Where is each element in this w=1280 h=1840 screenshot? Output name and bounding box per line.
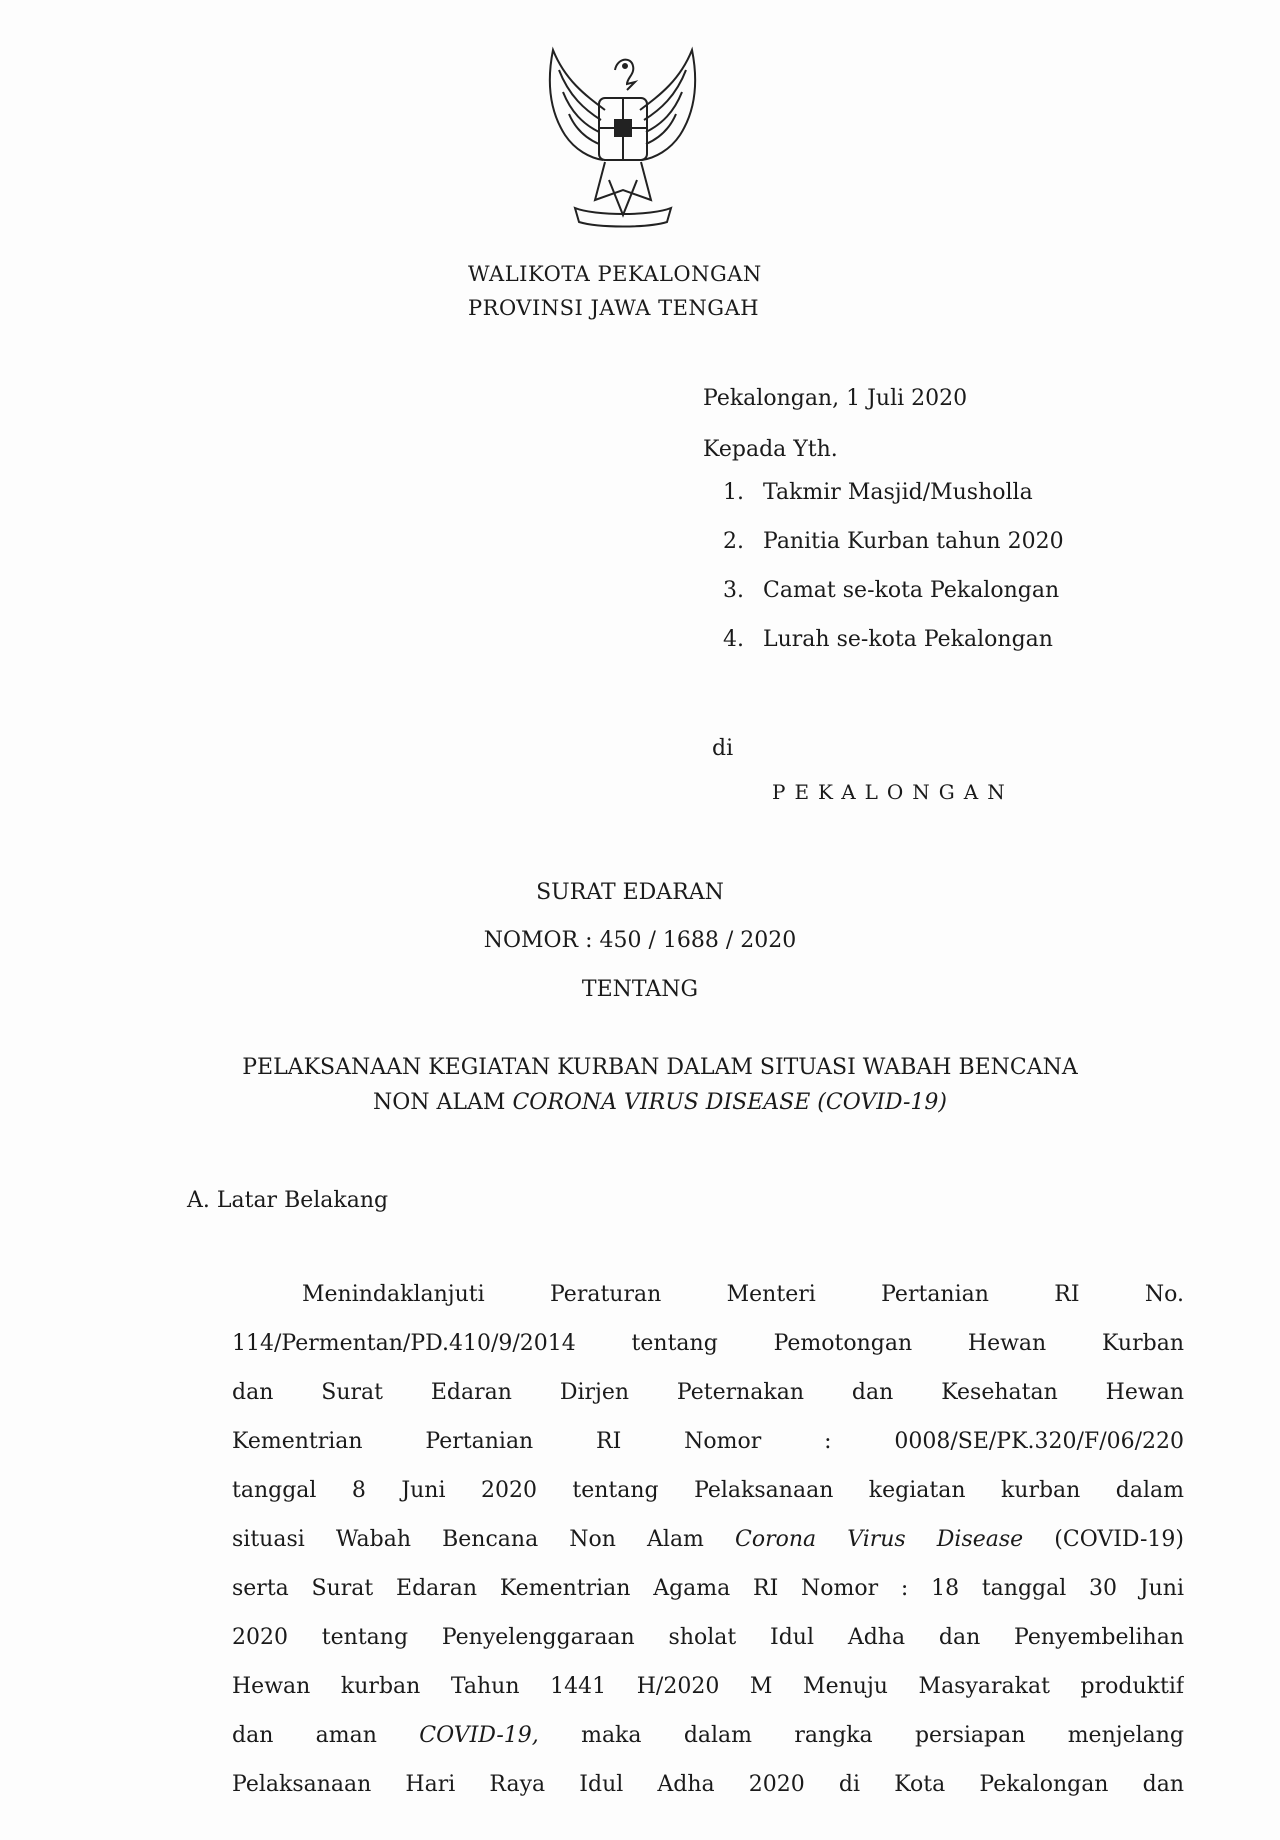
recipient-list xyxy=(723,480,1064,676)
garuda-emblem-icon xyxy=(535,40,710,232)
header-subtitle: PROVINSI JAWA TENGAH xyxy=(468,296,760,320)
tentang-label: TENTANG xyxy=(581,977,699,1002)
list-item: 2. Panitia Kurban tahun 2020 xyxy=(723,529,1064,554)
subject-line-1: PELAKSANAAN KEGIATAN KURBAN DALAM SITUASI WABAH BENCANA xyxy=(242,1055,1078,1080)
destination-city: PEKALONGAN xyxy=(772,780,1014,804)
place-date: Pekalongan, 1 Juli 2020 xyxy=(703,386,968,411)
section-paragraph: Menindaklanjuti Peraturan Menteri Pertanian RI No. 114/Permentan/PD.410/9/2014 tentang Pemotongan Hewan Kurban dan Surat Edaran Dirjen Peternakan dan Kesehatan Hewan Kementrian Pertanian RI Nomor : 0008/SE/PK.320/F/06/220 tanggal 8 Juni 2020 tentang Pelaksanaan kegiatan kurban dalam situasi Wabah Bencana Non Alam Corona Virus Disease (COVID-19) serta Surat Edaran Kementrian Agama RI Nomor : 18 tanggal 30 Juni 2020 tentang Penyelenggaraan sholat Idul Adha dan Penyembelihan Hewan kurban Tahun 1441 H/2020 M Menuju Masyarakat produktif dan aman COVID-19, maka dalam rangka persiapan menjelang Pelaksanaan Hari Raya Idul Adha 2020 di Kota Pekalongan dan xyxy=(232,1282,1184,1797)
paragraph-line: situasi Wabah Bencana Non Alam Corona Virus Disease (COVID-19) xyxy=(232,1527,1184,1552)
list-item: 4. Lurah se-kota Pekalongan xyxy=(723,627,1053,652)
section-heading: A. Latar Belakang xyxy=(187,1188,389,1213)
document-number: NOMOR : 450 / 1688 / 2020 xyxy=(483,928,797,953)
list-item: 3. Camat se-kota Pekalongan xyxy=(723,578,1060,603)
document-type: SURAT EDARAN xyxy=(536,880,724,905)
paragraph-line: dan aman COVID-19, maka dalam rangka persiapan menjelang xyxy=(232,1723,1184,1748)
header-title: WALIKOTA PEKALONGAN xyxy=(468,262,762,286)
list-item: 1. Takmir Masjid/Musholla xyxy=(723,480,1033,505)
subject-line-2: NON ALAM CORONA VIRUS DISEASE (COVID-19) xyxy=(373,1090,947,1115)
di-label: di xyxy=(712,736,734,761)
addressee-label: Kepada Yth. xyxy=(703,437,838,462)
